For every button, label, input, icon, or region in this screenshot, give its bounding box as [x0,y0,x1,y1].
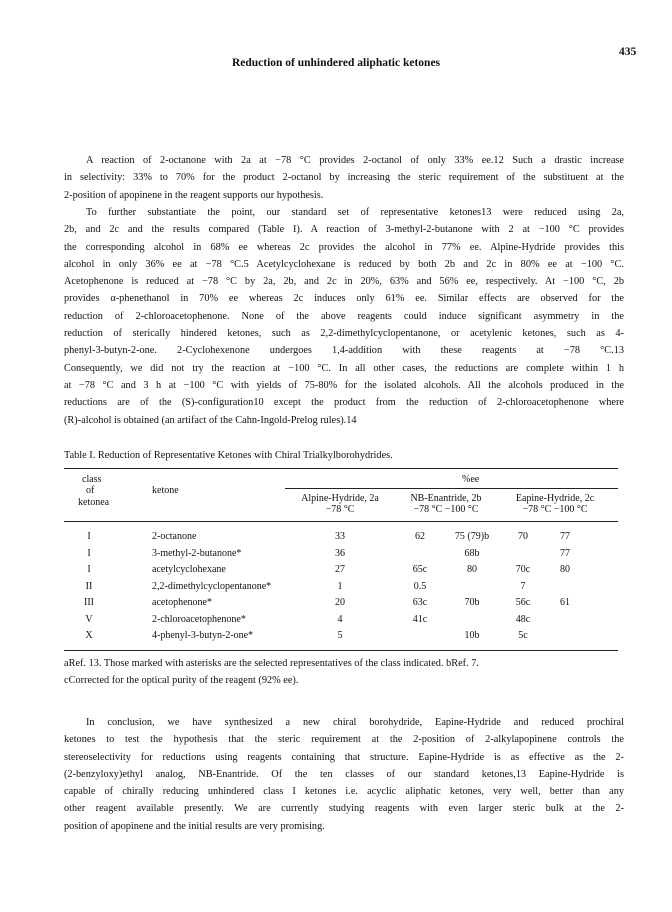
text-line: Consequently, we did not try the reaction at −100 °C. In all other cases, the reductions are complete within 1 h [64,362,624,374]
text-line: stereoselectivity for reductions using reagents containing that structure. Eapine-Hydride is as effective as the 2- [64,751,624,763]
table-cell-ketone: 4-phenyl-3-butyn-2-one* [152,630,254,641]
table-cell-c100: 61 [560,597,570,608]
text-line: capable of chirally reducing unhindered class I ketones i.e. acyclic aliphatic ketones, very well, better than any [64,786,624,798]
table-cell-c78: 56c [515,597,531,608]
footnote-line: cCorrected for the optical purity of the reagent (92% ee). [64,675,299,686]
text-line: in selectivity: 33% to 70% for the product 2-octanol by increasing the steric requirement of the substituent at the [64,172,624,184]
table-cell-a: 33 [335,531,345,542]
table-cell-a: 5 [337,630,343,641]
head-temp-2b: −78 °C −100 °C [413,504,479,515]
text-line: position of apopinene and the initial results are very promising. [64,820,325,832]
paragraph-1 [64,152,624,204]
table-cell-ketone: acetylcyclohexane [152,564,226,575]
table-cell-c78: 48c [515,613,531,625]
text-line: Acetophenone is reduced at −78 °C by 2a, 2b, and 2c in 20%, 63% and 56% ee, respectively. At −100 °C, 2b [64,276,624,288]
table-cell-ketone: 2-chloroacetophenone* [152,613,246,625]
text-line: To further substantiate the point, our standard set of representative ketones13 were reduced using 2a, [86,207,624,218]
table-cell-c78: 70 [518,531,528,542]
table-cell-c100: 77 [560,547,570,559]
table-cell-c78: 70c [515,564,531,575]
table-cell-b100: 10b [464,630,480,641]
head-ee-rule [285,488,618,489]
text-line: the corresponding alcohol in 68% ee whereas 2c provides the alcohol in 77% ee. Alpine-Hydride provides this [64,241,624,253]
table-cell-a: 36 [335,547,345,559]
text-line: phenyl-3-butyn-2-one. 2-Cyclohexenone undergoes 1,4-addition with these reagents at −78 °C.13 [64,345,624,357]
table-cell-cls: II [85,580,93,592]
table-cell-b78: 0.5 [413,580,427,592]
table-cell-a: 20 [335,597,345,608]
table-head-rule [64,521,618,522]
text-line: reduction of 2-chloroacetophenone. None of the above reagents could induce significant asymmetry in the [64,310,624,322]
text-line: reductions are of the (S)-configuration10 except the product from the reduction of 2-chloroacetophenone where [64,397,624,409]
page-number: 435 [619,46,637,58]
table-cell-a: 4 [337,613,343,625]
table-cell-b78: 41c [412,613,428,625]
table-cell-cls: I [87,531,91,542]
head-ketone-class: ketonea [78,497,110,508]
head-temp-2c: −78 °C −100 °C [522,504,588,515]
text-line: provides α-phenethanol in 70% ee whereas 2c induces only 61% ee. Similar effects are observed for the [64,293,624,305]
table-cell-b78: 65c [412,564,428,575]
text-line: 2-position of apopinene in the reagent supports our hypothesis. [64,189,324,201]
table-cell-a: 1 [337,580,343,592]
table-cell-cls: I [87,564,91,575]
footnote-line: aRef. 13. Those marked with asterisks are the selected representatives of the class indicated. bRef. 7. [64,658,479,669]
table-cell-b100: 80 [467,564,477,575]
text-line: (2-benzyloxy)ethyl analog, NB-Enantride. Of the ten classes of our standard ketones,13 Eapine-Hydride is [64,768,624,780]
table-cell-ketone: acetophenone* [152,597,212,608]
table-cell-cls: X [85,630,93,641]
text-line: other reagent available presently. We are currently studying reagents with even larger steric bulk at the 2- [64,803,624,815]
text-line: A reaction of 2-octanone with 2a at −78 °C provides 2-octanol of only 33% ee.12 Such a drastic increase [86,155,624,166]
table-cell-ketone: 2,2-dimethylcyclopentanone* [152,580,272,592]
table-cell-c78: 7 [520,580,526,592]
table-footnote [64,655,624,689]
paragraph-3 [64,714,624,835]
table-cell-c78: 5c [518,630,528,641]
text-line: (R)-alcohol is obtained (an artifact of the Cahn-Ingold-Prelog rules).14 [64,414,357,426]
table-top-rule [64,468,618,469]
table-cell-b100: 68b [464,547,480,559]
table-cell-ketone: 2-octanone [152,531,197,542]
head-ee: %ee [462,474,480,485]
table-cell-cls: V [85,613,93,625]
head-reagent-2a: Alpine-Hydride, 2a [301,493,379,504]
table-cell-b100: 75 (79)b [454,531,490,542]
table-cell-a: 27 [335,564,345,575]
table-cell-cls: I [87,547,91,559]
head-ketone: ketone [152,485,179,496]
paragraph-2 [64,204,624,429]
table-bottom-rule [64,650,618,651]
table-cell-c100: 80 [560,564,570,575]
text-line: In conclusion, we have synthesized a new chiral borohydride, Eapine-Hydride and reduced prochiral [86,717,624,728]
head-class: class [82,474,102,485]
text-line: ketones to test the hypothesis that the steric requirement at the 2-position of 2-alkylapopinene controls the [64,734,624,746]
head-of: of [86,485,95,496]
running-title: Reduction of unhindered aliphatic ketones [231,57,441,69]
table-cell-cls: III [84,597,94,608]
table-cell-c100: 77 [560,531,570,542]
table-caption: Table I. Reduction of Representative Ketones with Chiral Trialkylborohydrides. [64,450,393,461]
head-temp-2a: −78 °C [325,504,355,515]
table-cell-b78: 62 [415,531,425,542]
table-cell-b100: 70b [464,597,480,608]
table-cell-ketone: 3-methyl-2-butanone* [152,547,242,559]
table-cell-b78: 63c [412,597,428,608]
text-line: 2b, and 2c and the results compared (Table I). A reaction of 3-methyl-2-butanone with 2 at −100 °C provides [64,224,624,236]
head-reagent-2c: Eapine-Hydride, 2c [515,493,595,504]
head-reagent-2b: NB-Enantride, 2b [410,493,482,504]
text-line: reduction of sterically hindered ketones, such as 2,2-dimethylcyclopentanone, or acetylenic ketones, such as 4- [64,328,624,340]
text-line: alcohol in only 36% ee at −78 °C.5 Acetylcyclohexane is reduced by both 2b and 2c in 80% ee at −100 °C. [64,258,624,270]
text-line: at −78 °C and 3 h at −100 °C with yields of 75-80% for the isolated alcohols. All the alcohols produced in the [64,379,624,391]
